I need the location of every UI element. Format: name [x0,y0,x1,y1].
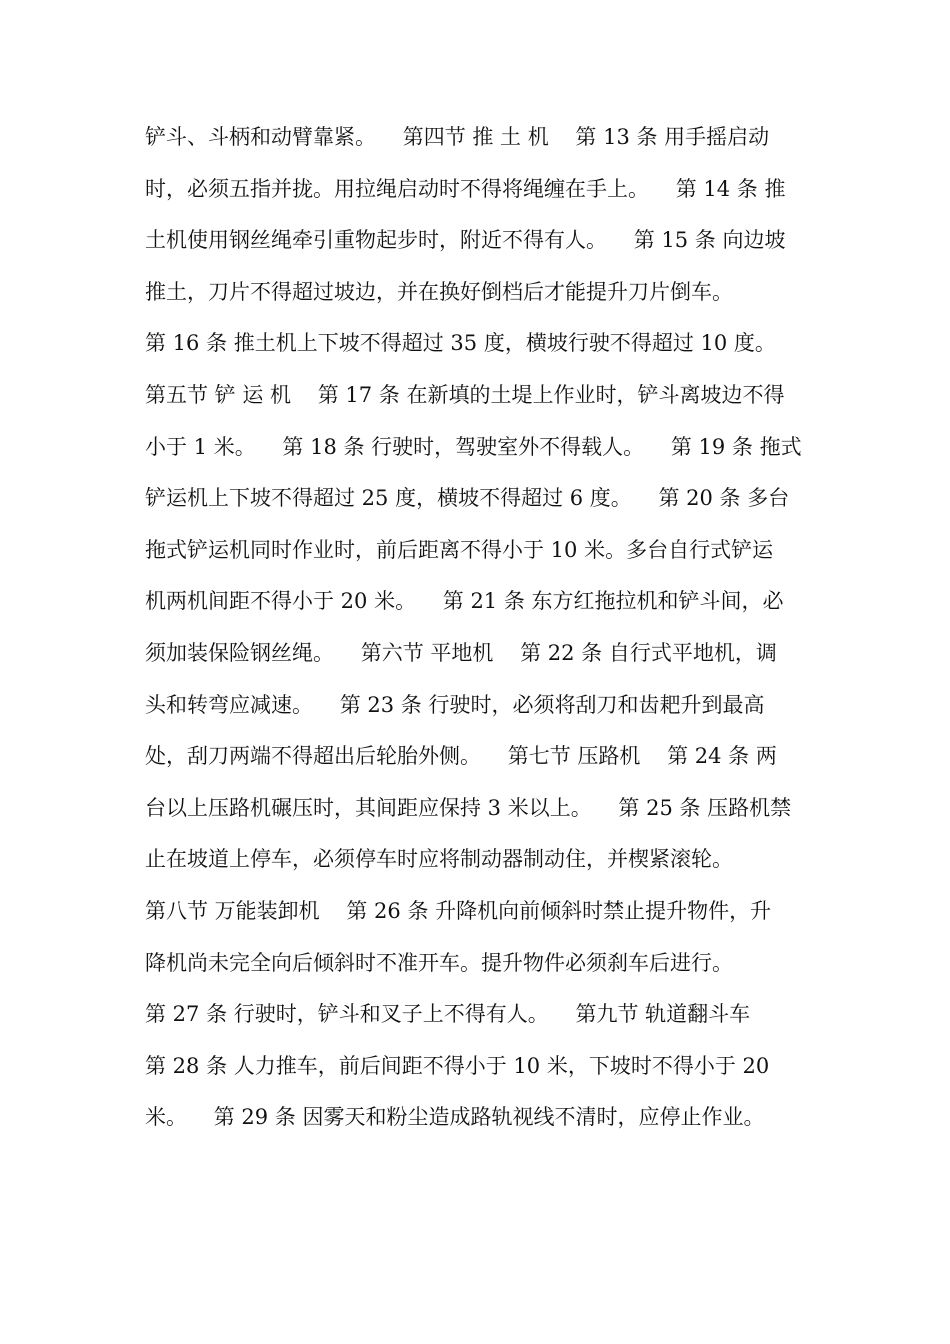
text-line: 土机使用钢丝绳牵引重物起步时，附近不得有人。 第 15 条 向边坡 [145,228,786,253]
text-line: 米。 第 29 条 因雾天和粉尘造成路轨视线不清时，应停止作业。 [145,1105,765,1130]
text-line: 须加装保险钢丝绳。 第六节 平地机 第 22 条 自行式平地机，调 [145,640,777,665]
text-line: 推土，刀片不得超过坡边，并在换好倒档后才能提升刀片倒车。 [145,279,733,304]
body-text [145,112,825,1144]
text-line: 机两机间距不得小于 20 米。 第 21 条 东方红拖拉机和铲斗间，必 [145,589,784,614]
text-line: 第 16 条 推土机上下坡不得超过 35 度，横坡行驶不得超过 10 度。 [145,331,776,356]
text-line: 第 27 条 行驶时，铲斗和叉子上不得有人。 第九节 轨道翻斗车 [145,1002,751,1027]
text-line: 时，必须五指并拢。用拉绳启动时不得将绳缠在手上。 第 14 条 推 [145,176,786,201]
text-line: 第 28 条 人力推车，前后间距不得小于 10 米，下坡时不得小于 20 [145,1053,770,1078]
text-line: 铲运机上下坡不得超过 25 度，横坡不得超过 6 度。 第 20 条 多台 [145,486,790,511]
text-line: 铲斗、斗柄和动臂靠紧。 第四节 推 土 机 第 13 条 用手摇启动 [145,125,770,149]
text-line: 小于 1 米。 第 18 条 行驶时，驾驶室外不得载人。 第 19 条 拖式 [145,434,802,459]
text-line: 拖式铲运机同时作业时，前后距离不得小于 10 米。多台自行式铲运 [145,537,774,562]
text-line: 止在坡道上停车，必须停车时应将制动器制动住，并楔紧滚轮。 [145,847,733,872]
text-line: 头和转弯应减速。 第 23 条 行驶时，必须将刮刀和齿耙升到最高 [145,692,765,717]
text-line: 台以上压路机碾压时，其间距应保持 3 米以上。 第 25 条 压路机禁 [145,795,792,820]
text-line: 处，刮刀两端不得超出后轮胎外侧。 第七节 压路机 第 24 条 两 [145,744,777,769]
text-line: 第八节 万能装卸机 第 26 条 升降机向前倾斜时禁止提升物件，升 [145,898,772,923]
text-line: 第五节 铲 运 机 第 17 条 在新填的土堤上作业时，铲斗离坡边不得 [145,382,785,407]
text-line: 降机尚未完全向后倾斜时不准开车。提升物件必须刹车后进行。 [145,950,733,975]
